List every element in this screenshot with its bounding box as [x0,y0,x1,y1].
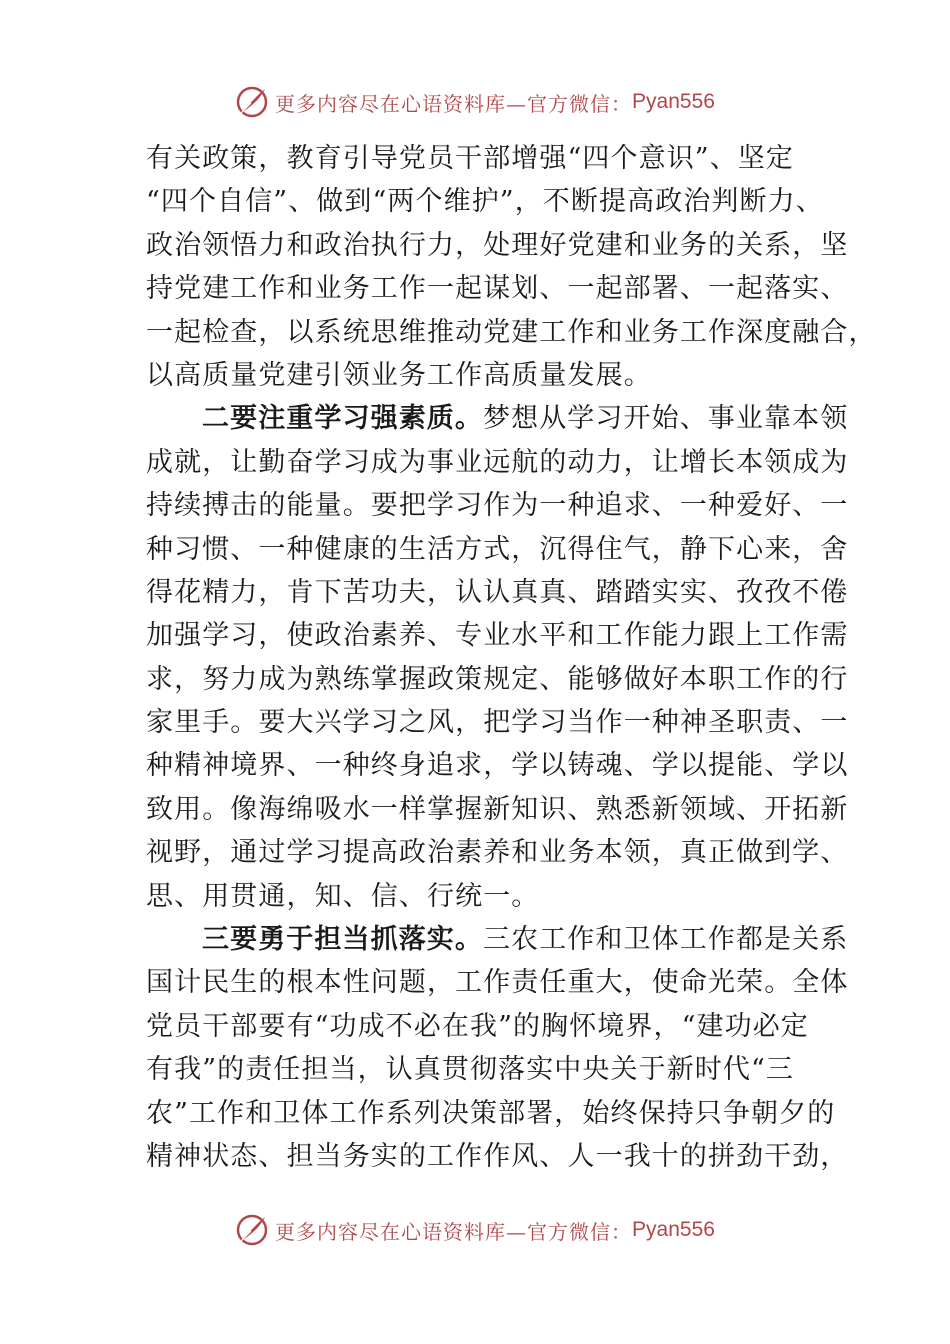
watermark-text: 更多内容尽在心语资料库—官方微信： [275,1219,633,1244]
text-line: 持续搏击的能量。要把学习作为一种追求、一种爱好、一 [146,490,849,522]
text-line: 国计民生的根本性问题，工作责任重大，使命光荣。全体 [146,967,849,999]
text-line: 求，努力成为熟练掌握政策规定、能够做好本职工作的行 [146,663,849,695]
quill-logo-icon [235,85,269,119]
text-line: 有我”的责任担当，认真贯彻落实中央关于新时代“三 [146,1054,795,1086]
paragraph-lead: 三要勇于担当抓落实。 [202,924,483,956]
text-line: 农”工作和卫体工作系列决策部署，始终保持只争朝夕的 [146,1097,836,1129]
paragraph-lead-rest: 梦想从学习开始、事业靠本领 [483,403,849,435]
watermark-wechat-id: Pyan556 [632,90,715,113]
text-line: 种习惯、一种健康的生活方式，沉得住气，静下心来，舍 [146,533,849,565]
paragraph-lead-rest: 三农工作和卫体工作都是关系 [483,924,849,956]
text-line: 家里手。要大兴学习之风，把学习当作一种神圣职责、一 [146,707,849,739]
text-line: 精神状态、担当务实的工作作风、人一我十的拼劲干劲， [146,1140,849,1172]
text-line: “四个自信”、做到“两个维护”，不断提高政治判断力、 [146,186,824,218]
watermark-text: 更多内容尽在心语资料库—官方微信： [275,91,633,116]
text-line: 加强学习，使政治素养、专业水平和工作能力跟上工作需 [146,620,849,652]
text-line: 党员干部要有“功成不必在我”的胸怀境界，“建功必定 [146,1010,809,1042]
text-line: 致用。像海绵吸水一样掌握新知识、熟悉新领域、开拓新 [146,793,849,825]
paragraph-first-line [146,918,849,961]
watermark-wechat-id: Pyan556 [632,1218,715,1241]
paragraph-lead: 二要注重学习强素质。 [202,403,483,435]
text-line: 得花精力，肯下苦功夫，认认真真、踏踏实实、孜孜不倦 [146,576,849,608]
text-line: 思、用贯通，知、信、行统一。 [146,880,540,912]
watermark-header [0,82,950,122]
quill-logo-icon [235,1213,269,1247]
text-line: 以高质量党建引领业务工作高质量发展。 [146,359,652,391]
text-line: 有关政策，教育引导党员干部增强“四个意识”、坚定 [146,143,795,174]
text-line: 视野，通过学习提高政治素养和业务本领，真正做到学、 [146,837,849,869]
text-line: 政治领悟力和政治执行力，处理好党建和业务的关系，坚 [146,229,849,261]
watermark-footer [0,1210,950,1250]
text-line: 种精神境界、一种终身追求，学以铸魂、学以提能、学以 [146,750,849,782]
document-body [146,137,877,1178]
paragraph-first-line [146,397,849,440]
text-line: 成就，让勤奋学习成为事业远航的动力，让增长本领成为 [146,446,849,478]
text-line: 持党建工作和业务工作一起谋划、一起部署、一起落实、 [146,273,849,305]
text-line: 一起检查，以系统思维推动党建工作和业务工作深度融合， [146,316,877,348]
